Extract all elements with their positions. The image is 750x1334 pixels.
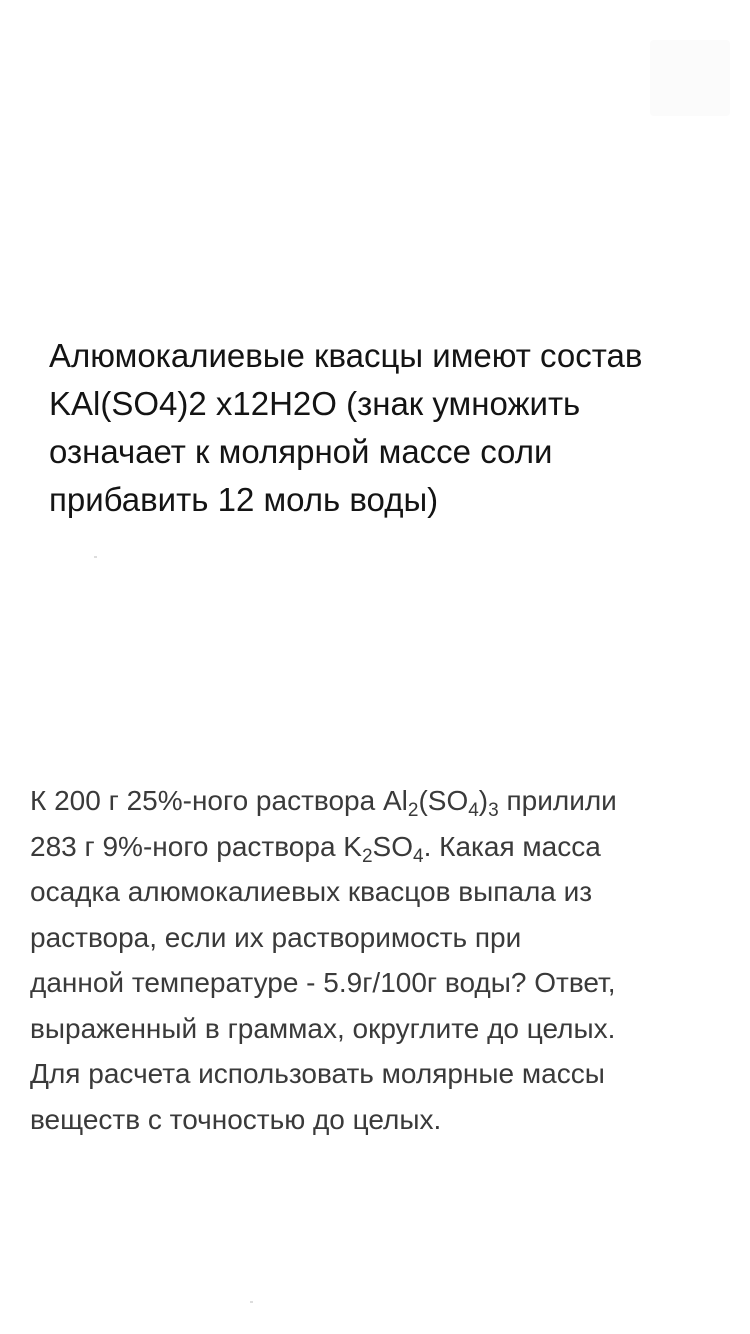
intro-line: прибавить 12 моль воды) [49, 481, 439, 518]
intro-line: Алюмокалиевые квасцы имеют состав [49, 337, 643, 374]
intro-line: означает к молярной массе соли [49, 433, 553, 470]
problem-line: Для расчета использовать молярные массы [30, 1058, 605, 1089]
problem-line: раствора, если их растворимость при [30, 921, 522, 953]
problem-text [30, 778, 730, 1142]
problem-line: данной температуре - 5.9г/100г воды? Ответ, [30, 967, 616, 998]
problem-line-1: К 200 г 25%-ного раствора $Al_2(SO_4)_3$ прилили [30, 785, 617, 821]
corner-mark [650, 40, 730, 116]
problem-line: веществ с точностью до целых. [30, 1103, 442, 1135]
speck [250, 1301, 253, 1303]
problem-line: выраженный в граммах, округлите до целых. [30, 1012, 616, 1044]
intro-line: KAl(SO4)2 х12H2O (знак умножить [49, 385, 581, 422]
intro-text [49, 332, 729, 524]
problem-line: осадка алюмокалиевых квасцов выпала из [30, 876, 593, 907]
speck [94, 556, 97, 558]
problem-line-2: 283 г 9%-ного раствора $K_2SO_4$. Какая масса [30, 830, 601, 867]
